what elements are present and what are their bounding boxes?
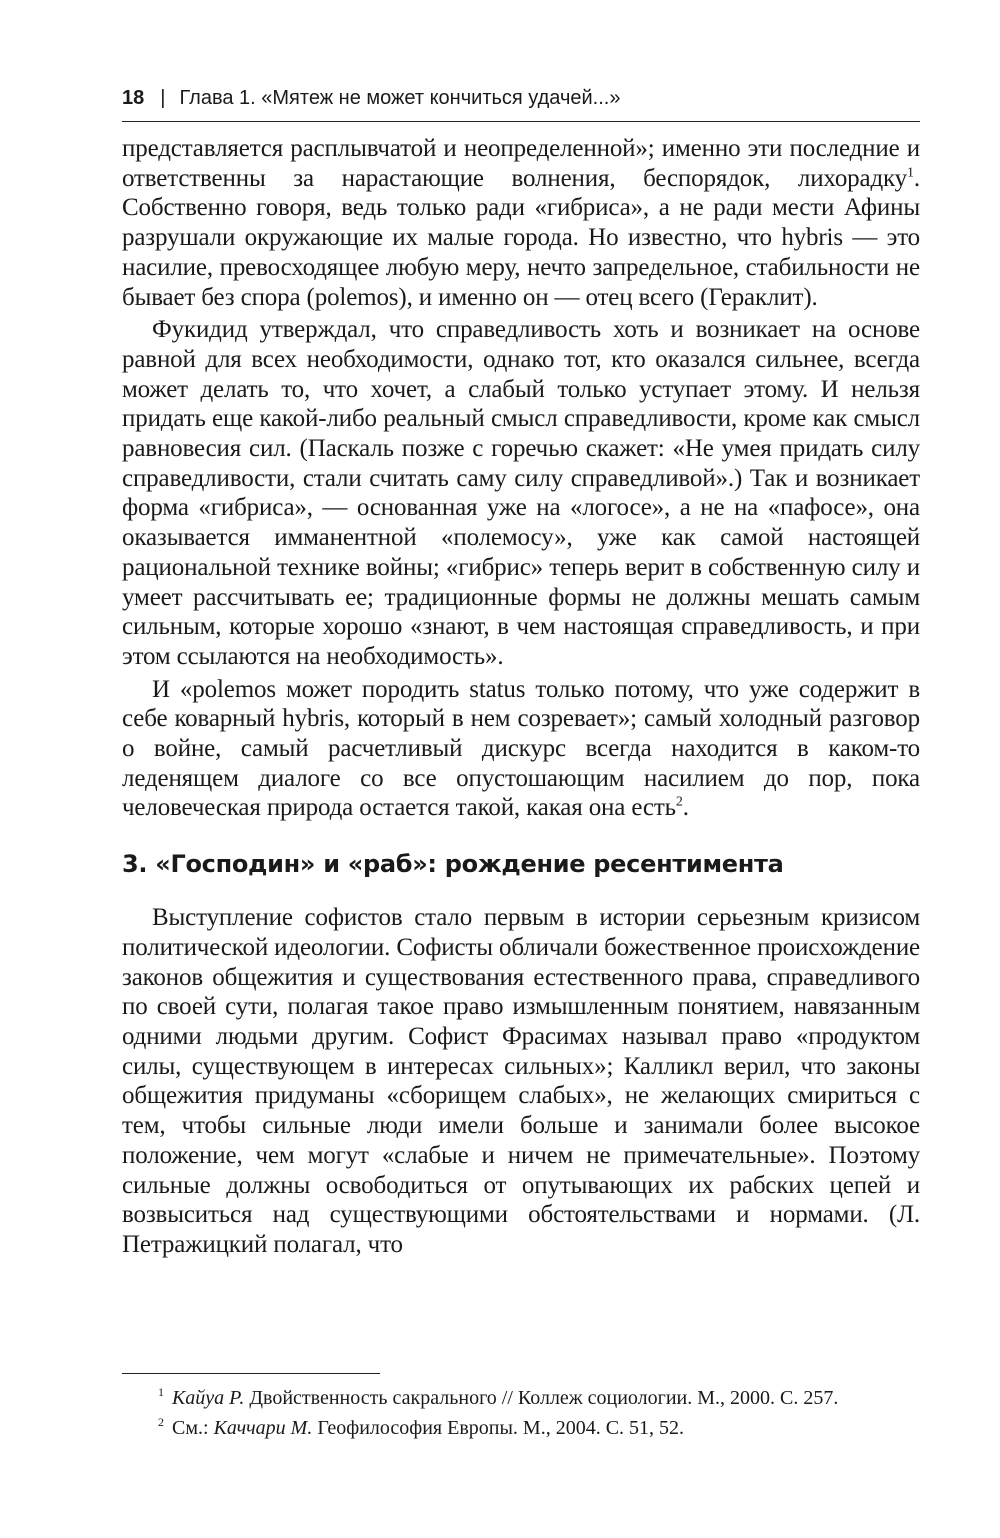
header-separator: | bbox=[160, 87, 166, 109]
paragraph-4: Выступление софистов стало первым в истории серьезным кризисом политической идеологии. Софисты обличали божественное происхождение законов общежития и существования естественного права, справедливого по своей сути, полагая такое право измышленным понятием, навязанным одними людьми другим. Софист Фрасимах называл право «продуктом силы, существующем в интересах сильных»; Калликл верил, что законы общежития придуманы «сборищем слабых», не желающих смириться с тем, чтобы сильные люди имели больше и занимали более высокое положение, чем могут «слабые и ничем не примечательные». Поэтому сильные должны освободиться от опутывающих их рабских цепей и возвыситься над существующими обстоятельствами и нормами. (Л. Петражицкий полагал, что bbox=[122, 904, 921, 1258]
footnote-author: Каччари М. bbox=[213, 1417, 313, 1439]
header-rule bbox=[122, 121, 920, 122]
running-header bbox=[122, 84, 920, 112]
chapter-title: Глава 1. «Мятеж не может кончиться удачей...» bbox=[179, 87, 621, 109]
footnote-ref-2: 2 bbox=[675, 795, 683, 811]
footnote-2: $^2$ См.: Каччари М. Геофилософия Европы. М., 2004. С. 51, 52. bbox=[158, 1415, 685, 1439]
section-heading: 3. «Господин» и «раб»: рождение ресентимента bbox=[122, 850, 784, 879]
paragraph-2: Фукидид утверждал, что справедливость хоть и возникает на основе равной для всех необходимости, однако тот, кто оказался сильнее, всегда может делать то, что хочет, а слабый только уступает этому. И нельзя придать еще какой-либо реальный смысл справедливости, кроме как смысл равновесия сил. (Паскаль позже с горечью скажет: «Не умея придать силу справедливости, стали считать саму силу справедливой».) Так и возникает форма «гибриса», — основанная уже на «логосе», а не на «пафосе», она оказывается имманентной «полемосу», уже как самой настоящей рациональной технике войны; «гибрис» теперь верит в собственную силу и умеет рассчитывать ее; традиционные формы не должны мешать самым сильным, которые хорошо «знают, в чем настоящая справедливость, и при этом ссылаются на необходимость». bbox=[122, 316, 920, 670]
paragraph-1: представляется расплывчатой и неопределенной»; именно эти последние и ответственны за нарастающие волнения, беспорядок, лихорадку$^1$. Собственно говоря, ведь только ради «гибриса», а не ради мести Афины разрушали окружающие их малые города. Но известно, что hybris — это насилие, превосходящее любую меру, нечто запредельное, стабильности не бывает без спора (polemos), и именно он — отец всего (Гераклит). bbox=[122, 135, 920, 311]
page-number: 18 bbox=[122, 87, 145, 109]
main-text bbox=[122, 134, 920, 1260]
paragraph-3: И «polemos может породить status только потому, что уже содержит в себе коварный hybris, который в нем созревает»; самый холодный разговор о войне, самый расчетливый дискурс всегда находится в каком-то леденящем диалоге со все опустошающим насилием до пор, пока человеческая природа остается такой, какая она есть$^2$. bbox=[122, 675, 920, 822]
footnotes bbox=[158, 1383, 920, 1443]
footnote-rule bbox=[122, 1373, 380, 1374]
footnote-1: $^1$ Кайуа Р. Двойственность сакрального // Коллеж социологии. М., 2000. С. 257. bbox=[158, 1385, 839, 1409]
footnote-ref-1: 1 bbox=[907, 165, 914, 181]
footnote-author: Кайуа Р. bbox=[172, 1387, 245, 1409]
